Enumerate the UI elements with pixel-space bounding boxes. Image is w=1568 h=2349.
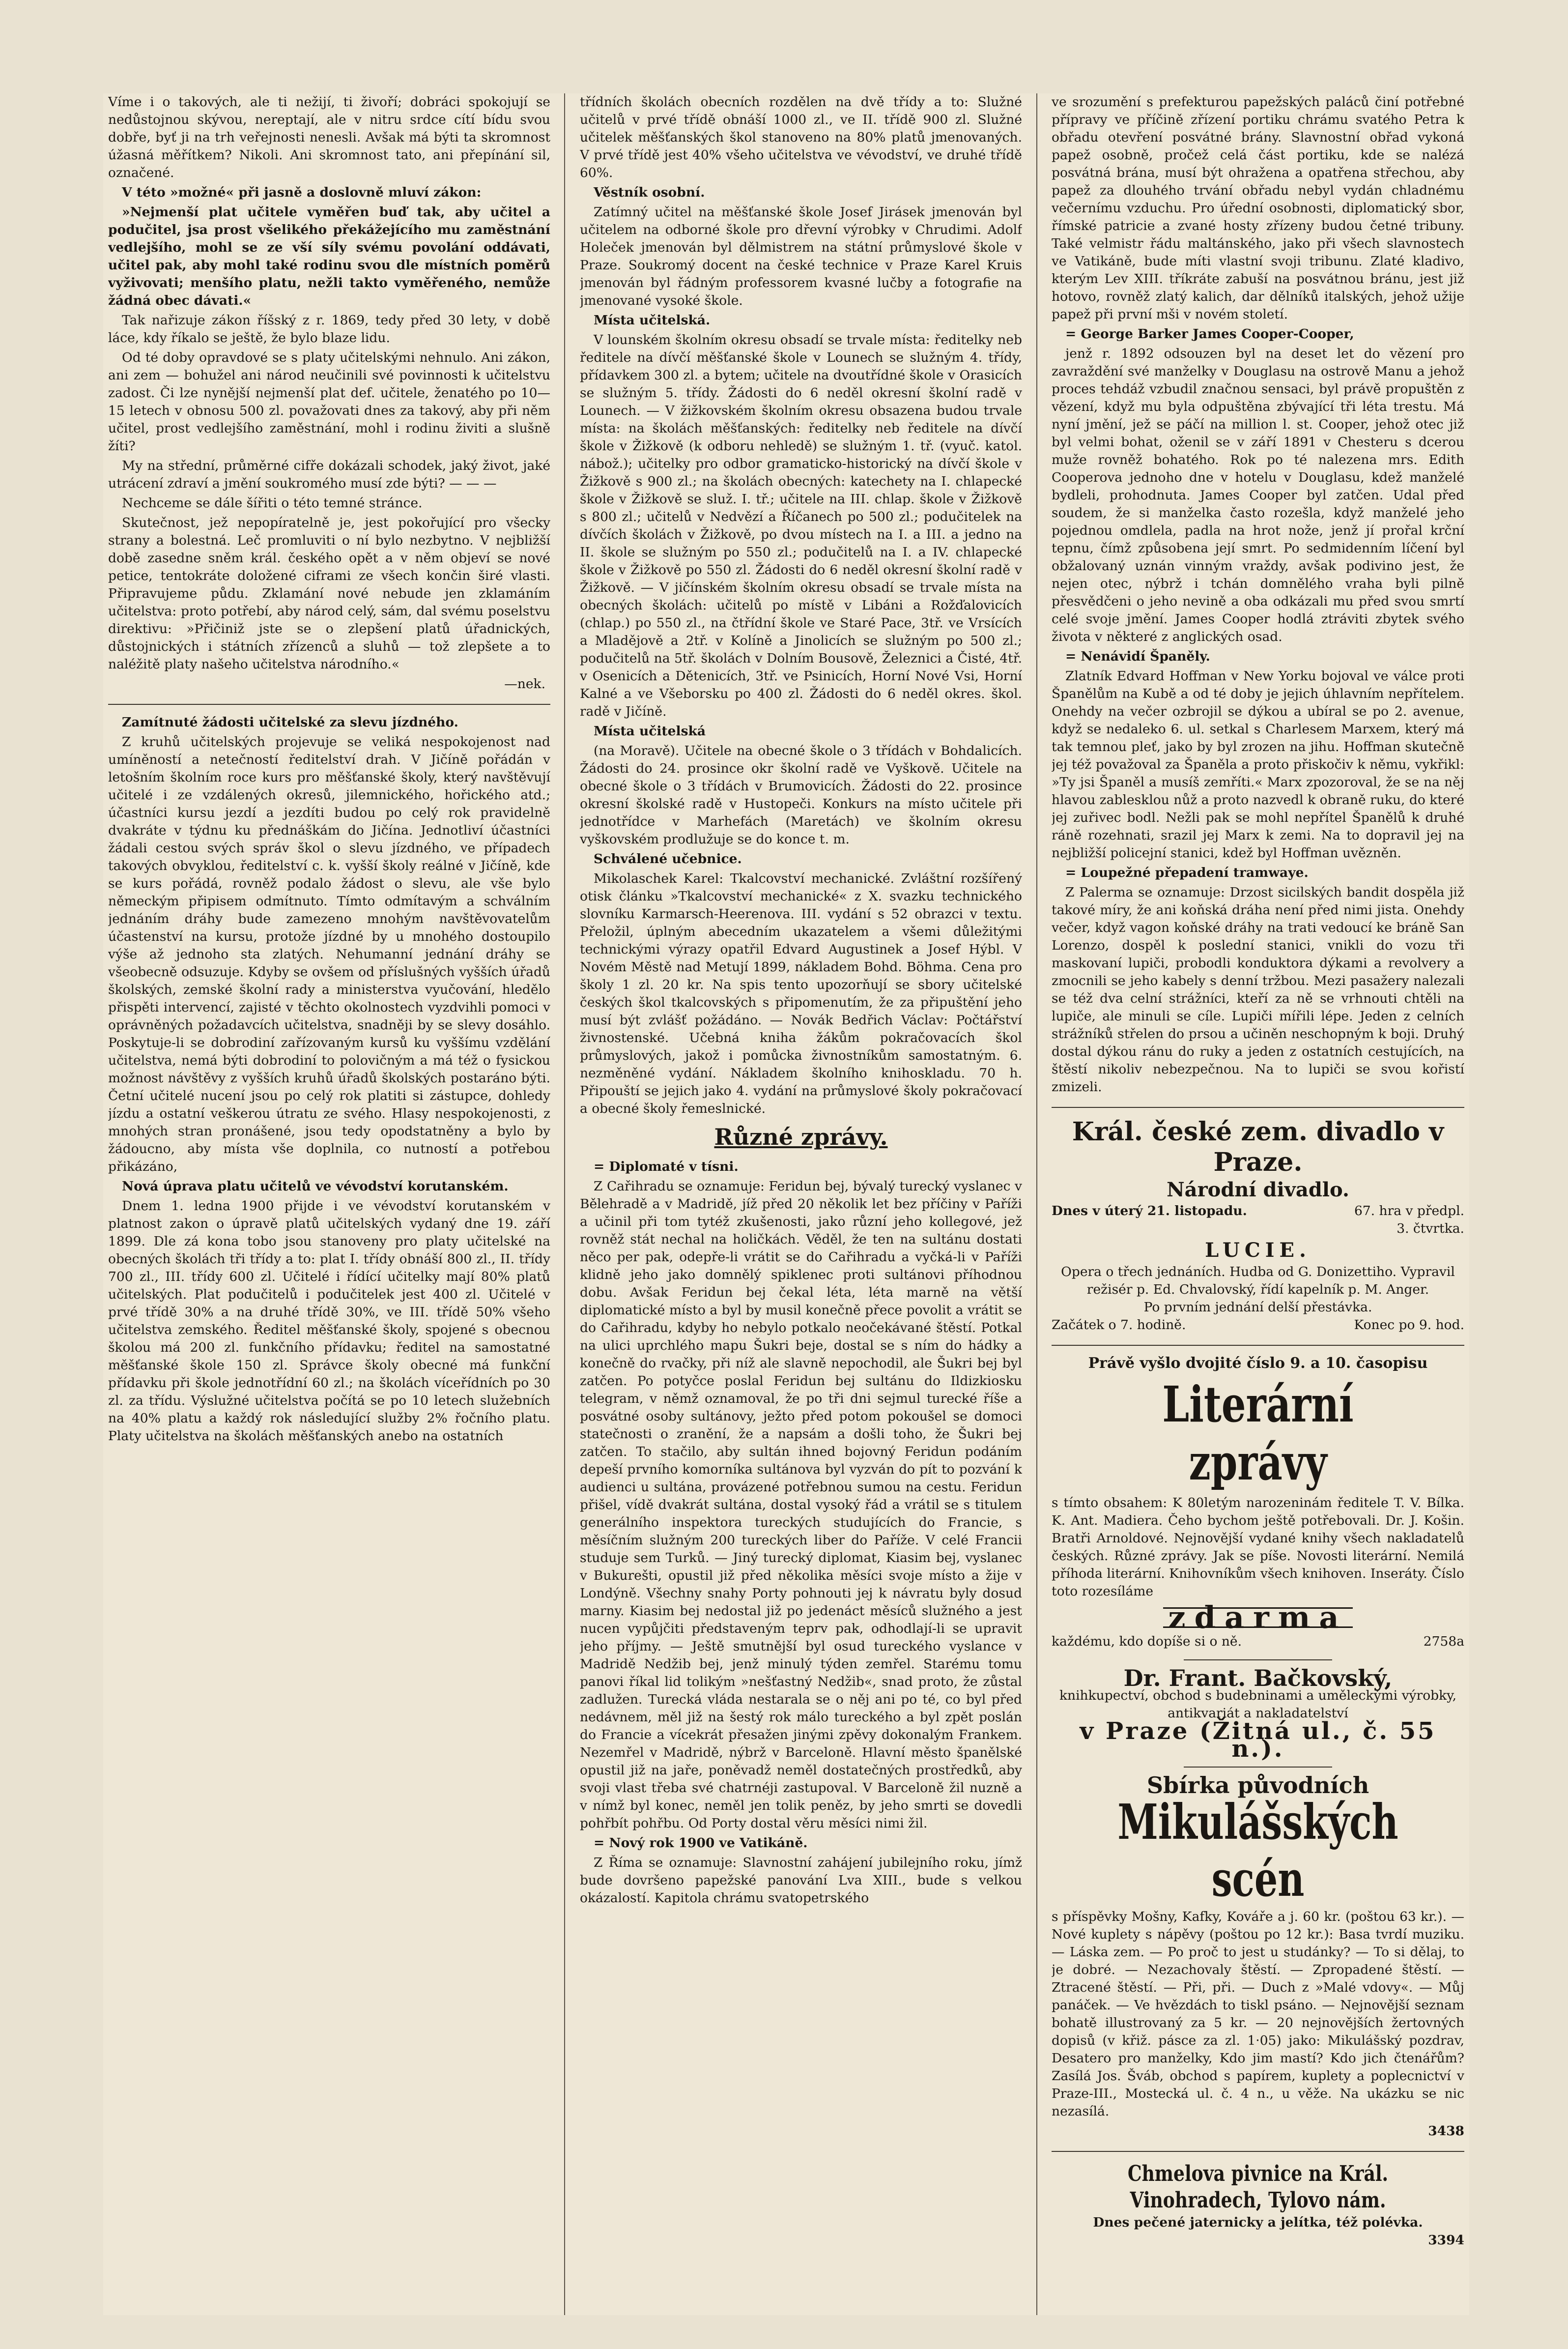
article-body: V lounském školním okresu obsadí se trvale místa: ředitelky neb ředitele na dívčí měšťanské škole v Lounech se služným 4. třídy, přídavkem 300 zl. a bytem; učitele na dvoutřídné škole v Orasicích se služným 5. třídy. Žádosti do 6 neděl okresní školní radě v Lounech. — V žižkovském školním okresu obsazena budou trvale místa: na školách měšťanských: ředitelky neb ředitele na dívčí škole v Žižkově (k odboru nehledě) se služným 1. tř. (vyuč. katol. nábož.); učitelky pro odbor gramaticko-historický na dívčí škole v Žižkově s 900 zl.; na školách obecných: katechety na I. chlapecké škole v Žižkově se služ. I. tř.; učitele na III. chlap. škole v Žižkově s 800 zl.; učitelů v Nedvězí a Říčanech po 500 zl.; podučitelek na dívčích školách v Žižkově, po dvou místech na I. a III. a jedno na II. škole se služným po 550 zl.; podučitelů na I. a IV. chlapecké škole v Žižkově po 550 zl. Žádosti do 6 neděl okresní školní radě v Žižkově. — V jičínském školním okresu obsadí se trvale místa na obecných školách: učitelů po místě v Libáni a Rožďalovicích (chlap.) po 550 zl., na čtřídní škole ve Staré Pace, 3tř. ve Vrsících a Mladějově a 2tř. v Kolíně a Jinolicích se služným po 500 zl.; podučitelů na 5tř. školách v Dolním Bousově, Železnici a Čisté, 4tř. v Osenicích a Dětenicích, 3tř. ve Psinicích, Horní Nové Vsi, Horní Kalné a ve Všeborsku po 400 zl. Žádosti do 6 neděl okres. škol. radě v Jičíně. xyxy=(580,332,1022,719)
opera-end: Konec po 9. hod. xyxy=(1354,1317,1464,1333)
divider xyxy=(1052,2151,1464,2152)
lz-title: Literární zprávy xyxy=(1162,1375,1354,1491)
lz-footer-text: každému, kdo dopíše si o ně. xyxy=(1052,1634,1242,1649)
lz-free-label: zdarma xyxy=(1163,1607,1352,1628)
ad-number: 3394 xyxy=(1428,2233,1464,2248)
article-body: Zlatník Edvard Hoffman v New Yorku bojoval ve válce proti Španělům na Kubě a od té doby je jejich úhlavním nepřítelem. Onehdy na večer ozbrojil se dýkou a ubíral se po 2. avenue, když se nedaleko 6. ul. setkal s Charlesem Marxem, který má tak temnou pleť, jako by byl zrozen na jihu. Hoffman skutečně jej též považoval za Španěla a proto přiskočiv k němu, vykřikl: »Ty jsi Španěl a musíš zemříti.« Marx zpozoroval, že se na něj hlavou zablesklou nůž a proto nazvedl k obraně ruku, do které jej zuřivec bodl. Nežli pak se mohl nepřítel Španělů k druhé ráně rozehnati, srazil jej Marx k zemi. Na to dopravil jej na nejbližší policejní stanici, kdež byl Hoffman uvězněn. xyxy=(1052,668,1464,861)
theatre-subscription: 67. hra v předpl. xyxy=(1354,1203,1464,1218)
paragraph: Nechceme se dále šířiti o této temné stránce. xyxy=(122,495,423,511)
column-left xyxy=(108,93,550,2315)
opera-description: Opera o třech jednáních. Hudba od G. Donizettiho. Vypravil režisér p. Ed. Chvalovský, řídí kapelník p. M. Anger. xyxy=(1061,1264,1455,1297)
paragraph: Od té doby opravdové se s platy učitelskými nehnulo. Ani zákon, ani zem — bohužel ani národ neučinili své povinnosti k učitelstvu zadost. Či lze nynější nejmenší plat def. učitele, ženatého po 10—15 letech v obnosu 500 zl. považovati dnes za takový, aby při něm učitel, prost vedlejšího zaměstnání, mohl i rodinu živiti a slušně žíti? xyxy=(108,350,550,454)
opera-pause: Po prvním jednání delší přestávka. xyxy=(1143,1300,1372,1315)
opera-times xyxy=(1052,1316,1464,1334)
article-heading: = George Barker James Cooper-Cooper, xyxy=(1065,326,1354,342)
pub-offer: Dnes pečené jaternicky a jelítka, též polévka. xyxy=(1093,2215,1423,2230)
article-heading: Věstník osobní. xyxy=(594,185,705,200)
law-intro: V této »možné« při jasně a doslovně mluví zákon: xyxy=(122,185,482,200)
lz-body: s tímto obsahem: K 80letým narozeninám ředitele T. V. Bílka. K. Ant. Madiera. Čeho bychom ještě potřebovali. Dr. J. Košin. Bratři Arnoldové. Nejnovější vydané knihy všech nakladatelů českých. Různé zprávy. Jak se píše. Novosti literární. Nemilá příhoda literární. Knihovníkům všech knihoven. Inseráty. Číslo toto rozesíláme xyxy=(1052,1495,1464,1599)
article-heading: Místa učitelská xyxy=(594,724,706,739)
theatre-title: Král. české zem. divadlo v Praze. xyxy=(1072,1117,1444,1177)
article-body: Z Cařihradu se oznamuje: Feridun bej, bývalý turecký vyslanec v Bělehradě a v Madridě, jíž před 20 několik let bez příčiny v Paříži a učinil při tom tytéž zkušenosti, jako různí jeho kollegové, jež rovněž stát nechal na holičkách. Věděl, že ten na sultánu dostati něco per pak, odepře-li vrátit se do Cařihradu a vyčká-li v Paříži klidně jeho jako domnělý spiklenec proti sultánovi příhodnou dobu. Avšak Feridun bej čekal léta, léta marně na větší diplomatické místo a byl by musil konečně přece povolit a vrátit se do Cařihradu, kdyby ho nebylo potkalo neočekávané štěstí. Potkal na ulici uprchlého mapu Šukri beje, dostal se s ním do hádky a konečně do rvačky, při níž ale slavně nepochodil, ale Šukri bej byl zatčen. Po potyčce poslal Feridun bej sultánu do Ildizkiosku telegram, v němž oznamoval, že po tři dni sejmul turecké říše a posvátné osoby sultánovy, ježto před potom pokoušel se domoci statečnosti o zranění, že a napsám a došli toho, že Šukri bej zatčen. To stačilo, aby sultán ihned bojovný Feridun podáním depeší prvního komorníka sultánova byl vyzván do pít to pozvání k audienci u sultána, provázené potřebnou sumou na cestu. Feridun přišel, vídě dvakrát sultána, dostal vysoký řád a vrátil se s titulem generálního inspektora tureckých studujících do Francie, s měsíčním služným 200 tureckých liber do Paříže. V celé Francii studuje sem Turků. — Jiný turecký diplomat, Kiasim bej, vyslanec v Bukurešti, opustil již před několika měsíci svoje místo a žije v Londýně. Všechny snahy Porty pohnouti jej k návratu byly dosud marny. Kiasim bej nedostal již po jedenáct měsíců služného a jest nucen vypůjčiti představeným teprv pak, odhodlají-li se upravit jeho příjmy. — Ještě smutnější byl osud tureckého vyslance v Madridě Nedžib bej, jenž minulý týden zemřel. Starému tomu panovi říkal lid tolikým »nešťastný Nedžib«, snad proto, že zůstal zadlužen. Turecká vláda nestarala se o něj ani po té, co byl před nedávnem, měl již na šestý rok málo tureckého a byl zpět poslán do Francie a vícekrát přesažen jinými zpěvy dokonalým Frankem. Nezemřel v Madridě, nýbrž v Barceloně. Hlavní město španělské opustil již na jaře, poněvadž neměl dostatečných prostředků, aby svoji vlast třeba své chatrnéji zastupoval. V Barceloně žil nuzně a v nímž byl konec, neměl jen tolik peněz, by jeho smrti se dovedli pohřbít pohřbu. Od Porty dostal věru měsíci nimi žil. xyxy=(580,1179,1022,1831)
divider xyxy=(1052,1107,1464,1108)
article-body: Z Palerma se oznamuje: Drzost sicilských bandit dospěla již takové míry, že ani koňská dráha není před nimi jista. Onehdy večer, když vagon koňské dráhy na trati vedoucí ke bráně San Lorenzo, dospěl k poslední stanici, vnikli do vozu tři maskovaní lupiči, probodli konduktora dýkami a revolvery a zmocnili se jeho kabely s denní tržbou. Mezi pasažery nalezali se též dva celní strážníci, kteří za ně se vrhnouti chtěli na lupiče, ale minuli se cíle. Lupiči mířili lépe. Jeden z celních strážníků střelen do prsou a učiněn neschopným k boji. Druhý dostal dýkou ránu do ruky a jeden z ostatních cestujících, na štěstí nikoliv nebezpečnou. Na to lupiči se svou kořistí zmizeli. xyxy=(1052,885,1464,1095)
opera-title: LUCIE. xyxy=(1205,1239,1311,1262)
lz-footer xyxy=(1052,1633,1464,1651)
article-heading: Místa učitelská. xyxy=(594,313,711,328)
mikulas-heading: Sbírka původních xyxy=(1146,1772,1369,1798)
article-body: Mikolaschek Karel: Tkalcovství mechanické. Zvláštní rozšířený otisk článku »Tkalcovství mechanické« z X. svazku technického slovníku Karmarsch-Heerenova. III. vydání s 52 obrazci v textu. Přeložil, úplným abecedním ukazatelem a všemi důležitými technickými výrazy opatřil Edvard Augustinek a Josef Hýbl. V Novém Městě nad Metují 1899, nákladem Bohd. Böhma. Cena pro školy 1 zl. 20 kr. Na spis tento upozorňují se sbory učitelské českých škol tkalcovských s připomenutím, že za připuštění jeho musí být zvlášť požádáno. — Novák Bedřich Václav: Počtářství živnostenské. Učebná kniha žákům pokračovacích škol průmyslových, jakož i pomůcka živnostníkům samostatným. 6. nezměněné vydání. Nákladem školního knihoskladu. 70 h. Připouští se jejich jako 4. vydání na průmyslové školy pokračovací a obecné školy řemeslnické. xyxy=(580,871,1022,1116)
article-heading: Zamítnuté žádosti učitelské za slevu jízdného. xyxy=(122,715,458,730)
divider xyxy=(1184,1659,1332,1660)
article-body: Z kruhů učitelských projevuje se veliká nespokojenost nad umíněností a netečností ředitelství drah. V Jičíně pořádán v letošním školním roce kurs pro měšťanské školy, který navštěvují učitelé i ze vzdálených okresů, jilemnického, hořického atd.; účastníci kursu jezdí a jezdíti budou po celý rok pravidelně dvakráte v týdnu ku přednáškám do Jičína. Jednotliví účastníci žádali cestou svých správ škol o slevu jízdného, ve případech takových obvyklou, ředitelství c. k. vyšší školy reálné v Jičíně, kde se kurs pořádá, rovněž podalo žádost o slevu, ale vše bylo německým připisem odmítnuto. Tímto odmítavým a schválním jednáním dráhy bude zamezeno mnohým navštěvovatelům účastenství na kursu, protože jízdné by u mnohého dostoupilo výše až jednoho sta zlatých. Nehumanní jednání dráhy se všeobecně odsuzuje. Kdyby se ovšem od příslušných vyšších úřadů školských, zemské školní rady a ministerstva vyučování, hledělo přispěti intervencí, zajisté v těchto okolnostech vyzdvihli pomoci v oprávněných požadavcích učitelstva, snadněji by se slevy dosáhlo. Poskytuje-li se dobrodiní zařízovaným kursů ku vyššímu vzdělání učitelstva, nemá býti dobrodiní to polovičným a má též o fysickou možnost návštěvy z vyšších kruhů úřadů školských postaráno býti. Četní učitelé nucení jsou po celý rok platiti si zástupce, dohledy jízdu a ostatní veškerou útratu ze svého. Hlasy nespokojenosti, z mnohých stran pronášené, jsou tedy opodstatněny a bylo by žádoucno, aby místa vše doplnila, co nutností a potřebou přikázáno, xyxy=(108,734,550,1174)
pub-title: Chmelova pivnice na Král. Vinohradech, Tylovo nám. xyxy=(1127,2161,1389,2213)
article-body: Z Říma se oznamuje: Slavnostní zahájení jubilejního roku, jímž bude dovršeno papežské panování Lva XIII., bude s velkou okázalostí. Kapitola chrámu svatopetrského xyxy=(580,1855,1022,1906)
literarni-zpravy-ad xyxy=(1052,1355,1464,1651)
ad-number: 3438 xyxy=(1428,2123,1464,2139)
paragraph: Tak nařizuje zákon říšský z r. 1869, tedy před 30 lety, v době láce, kdy říkalo se ještě, že bylo blaze lidu. xyxy=(108,313,550,346)
article-body: (na Moravě). Učitele na obecné škole o 3 třídách v Bohdalicích. Žádosti do 24. prosince okr školní radě ve Vyškově. Učitele na obecné škole o 3 třídách v Brumovicích. Žádosti do 22. prosince okresní školské radě v Hustopeči. Konkurs na místo učitele při jednotřídce v Marhefách (Maretách) ve školním okresu vyškovském prodlužuje se do konce t. m. xyxy=(580,743,1022,847)
article-heading: = Diplomaté v tísni. xyxy=(594,1159,739,1174)
bookseller-address: v Praze (Žitná ul., č. 55 n.). xyxy=(1080,1717,1436,1763)
theatre-subtitle: Národní divadlo. xyxy=(1167,1178,1349,1201)
paragraph: My na střední, průměrné cifře dokázali schodek, jaký život, jaké utrácení zdraví a jmění soukromého musí zde býti? — — — xyxy=(108,458,550,491)
bookseller-description: knihkupectví, obchod s budebninami a uměleckými výrobky, antikvariát a nakladatelství xyxy=(1059,1688,1457,1721)
article-body: Dnem 1. ledna 1900 přijde i ve vévodství korutanském v platnost zakon o úpravě platů učitelských vydaný dne 19. září 1899. Dle zá kona tobo jsou stanoveny pro platy učitelské na obecných školách tři třídy a to: plat I. třídy obnáší 800 zl., II. třídy 700 zl., III. třídy 600 zl. Učitelé i řídící učitelky mají 80% platů učitelských. Plat podučitelů i podučitelek jest 400 zl. Učitelé v prvé třídě 30% a na druhé třídě 30%, ve III. třídě 50% všeho učitelstva zemského. Ředitel měšťanské školy, spojené s obecnou školou má 200 zl. funkčního přídavku; ředitel na samostatné měšťanské škole 150 zl. Správce školy obecné má funkční přídavku při škole jednotřídní 60 zl.; na školách víceřídních po 30 zl. za třídu. Výslužné učitelstva počítá se po 10 letech služebních na 40% platu a každý rok následující služby 2% řočního platu. Platy učitelstva na školách měšťanských anebo na ostatních xyxy=(108,1198,550,1444)
lz-heading: Právě vyšlo dvojité číslo 9. a 10. časopisu xyxy=(1088,1355,1428,1372)
theatre-date-row xyxy=(1052,1202,1464,1220)
mikulas-ad xyxy=(1052,1772,1464,2140)
law-quote: »Nejmenší plat učitele vyměřen buď tak, aby učitel a podučitel, jsa prost všelikého překážejícího mu zaměstnání vedlejšího, mohl se ze vší síly svému povolání oddávati, učitel pak, aby mohl také rodinu svou dle místních poměrů vyživovati; menšího platu, nežli takto vyměřeného, nemůže žádná obec dávati.« xyxy=(108,204,550,308)
article-heading: Schválené učebnice. xyxy=(594,851,742,867)
divider xyxy=(108,704,550,705)
newspaper-page xyxy=(103,93,1469,2315)
section-heading: Různé zprávy. xyxy=(714,1124,888,1150)
paragraph: Skutečnost, jež nepopíratelně je, jest pokořující pro všecky strany a bolestná. Leč promluviti o ní bylo nezbytno. V nejbližší době zasedne sněm král. českého opět a v něm objeví se nové petice, tentokráte doložené ciframi ze všech končin širé vlasti. Připravujeme půdu. Zklamání nové nebude jen zklamáním učitelstva: proto potřebí, aby národ celý, sám, dal svému poselstvu direktivu: »Přičiniž jste se o zlepšení platů úřadnických, důstojnických i státních zřízenců a sluhů — tož zlepšete a to naléžitě platy našeho učitelstva národního.« xyxy=(108,515,550,672)
article-heading: Nová úprava platu učitelů ve vévodství korutanském. xyxy=(122,1179,509,1194)
ad-number: 2758a xyxy=(1423,1634,1464,1649)
backovsky-ad xyxy=(1052,1665,1464,1763)
mikulas-body: s příspěvky Mošny, Kafky, Kováře a j. 60 kr. (poštou 63 kr.). — Nové kuplety s nápěvy (poštou po 12 kr.): Basa tvrdí muziku. — Láska zem. — Po proč to jest u studánky? — To si dělaj, to je dobré. — Nezachovaly štěstí. — Zpropadené štěstí. — Ztracené štěstí. — Při, při. — Duch z »Malé vdovy«. — Můj panáček. — Ve hvězdách to tiskl psáno. — Nejnovější seznam bohatě illustrovaný za 5 kr. — 20 nejnovějších žertovných dopisů (v křiž. páscе za zl. 1·05) jako: Mikulášský pozdrav, Desatero pro manželky, Kdo jim mastí? Kdo jich čtenářům? Zasílá Jos. Šváb, obchod s papírem, kuplety a poplecnictví v Praze-III., Mostecká ul. č. 4 n., u věže. Na ukázku se nic nezasílá. xyxy=(1052,1909,1464,2119)
article-continuation: ve srozumění s prefekturou papežských paláců činí potřebné přípravy ve příčině zřízení portiku chrámu svatého Petra k obřadu otevření posvátné brány. Slavnostní obřad vykoná papež osobně, pročež celá část portiku, kde se nalézá posvátná brána, musí být ohražena a opatřena střechou, aby papež za dlouhého trvání obřadu nebyl vydán chladnému večernímu vzduchu. Pro úřední osobnosti, diplomatický sbor, římské patricie a zvané hosty zřízeny budou četné tribuny. Také velmistr řádu maltánského, jako při všech slavnostech ve Vatikáně, bude míti vlastní svoji tribunu. Zlaté kladivo, kterým Lev XIII. tříkráte zabuší na posvátnou bránu, jest již hotovo, rovněž zlatý kalich, dar dělníků italských, jehož užije papež při první mši v novém století. xyxy=(1052,94,1464,322)
theatre-ad xyxy=(1052,1117,1464,1334)
opening-paragraph: Víme i o takových, ale ti nežijí, ti živoří; dobráci spokojují se nedůstojnou skývou, nereptají, ale v nitru srdce cítí bídu svou dobře, byť ji na trh veřejnosti nenesli. Avšak má býti ta skromnost úžasná měřítkem? Nikoli. Ani skromnost tato, ani přepínání sil, označené. xyxy=(108,94,550,180)
article-continuation: třídních školách obecních rozdělen na dvě třídy a to: Služné učitelů v prvé třídě obnáší 1000 zl., ve II. třídě 900 zl. Služné učitelek měšťanských škol stanoveno na 80% platů jmenovaných. V prvé třídě jest 40% všeho učitelstva ve vévodství, ve druhé třídě 60%. xyxy=(580,94,1022,180)
divider xyxy=(1052,1345,1464,1346)
article-heading: = Nenávidí Španěly. xyxy=(1065,649,1210,664)
article-body: jenž r. 1892 odsouzen byl na deset let do vězení pro zavraždění své manželky v Douglasu na ostrově Manu a jehož proces tehdáž vzbudil značnou sensaci, byl právě propuštěn z vězení, když mu byla odpuštěna zbývající tři léta trestu. Má nyní jmění, jež se páčí na million l. st. Cooper, jehož otec již byl velmi bohat, oženil se v září 1891 v Chesteru s dcerou muže rovněž bohatého. Rok po té nalezena mrs. Edith Cooperova jednoho dne v hotelu v Douglasu, kdež manželé bydleli, prohodnuta. James Cooper byl zatčen. Udal před soudem, že si manželka často rozešla, když manželé jeho pojednou omdlela, padla na hrot nože, jenž jí prořal krční tepnu, čímž způsobena její smrt. Po sedmidenním líčení byl obžalovaný uznán vinným vraždy, avšak podivino jest, že nejen otec, nýbrž i tchán domnělého vraha byli pilně přesvědčeni o jeho nevině a oba odkázali mu před svou smrtí celé svoje jmění. James Cooper hodlá ztráviti zbytek svého života v některé z anglických osad. xyxy=(1052,346,1464,644)
column-right xyxy=(1052,93,1464,2315)
bookseller-name: Dr. Frant. Bačkovský, xyxy=(1123,1665,1393,1691)
theatre-date: Dnes v úterý 21. listopadu. xyxy=(1052,1203,1247,1218)
opera-start: Začátek o 7. hodině. xyxy=(1052,1317,1186,1333)
column-rule xyxy=(564,93,565,2315)
theatre-quarter: 3. čtvrtka. xyxy=(1397,1221,1464,1236)
divider xyxy=(1184,1767,1332,1768)
article-heading: = Loupežné přepadení tramwaye. xyxy=(1065,865,1309,880)
column-middle xyxy=(580,93,1022,2315)
article-body: Zatímný učitel na měšťanské škole Josef Jirásek jmenován byl učitelem na odborné škole pro dřevní výrobky v Chrudimi. Adolf Holeček jmenován byl dělmistrem na státní průmyslové škole v Praze. Soukromý docent na české technice v Praze Karel Kruis jmenován byl řádným professorem kvasné lučby a fotografie na jmenované vysoké škole. xyxy=(580,204,1022,308)
mikulas-title: Mikulášských scén xyxy=(1117,1794,1398,1908)
article-heading: = Nový rok 1900 ve Vatikáně. xyxy=(594,1835,808,1851)
signature: —nek. xyxy=(504,676,545,692)
column-rule xyxy=(1036,93,1037,2315)
chmel-ad xyxy=(1052,2161,1464,2249)
